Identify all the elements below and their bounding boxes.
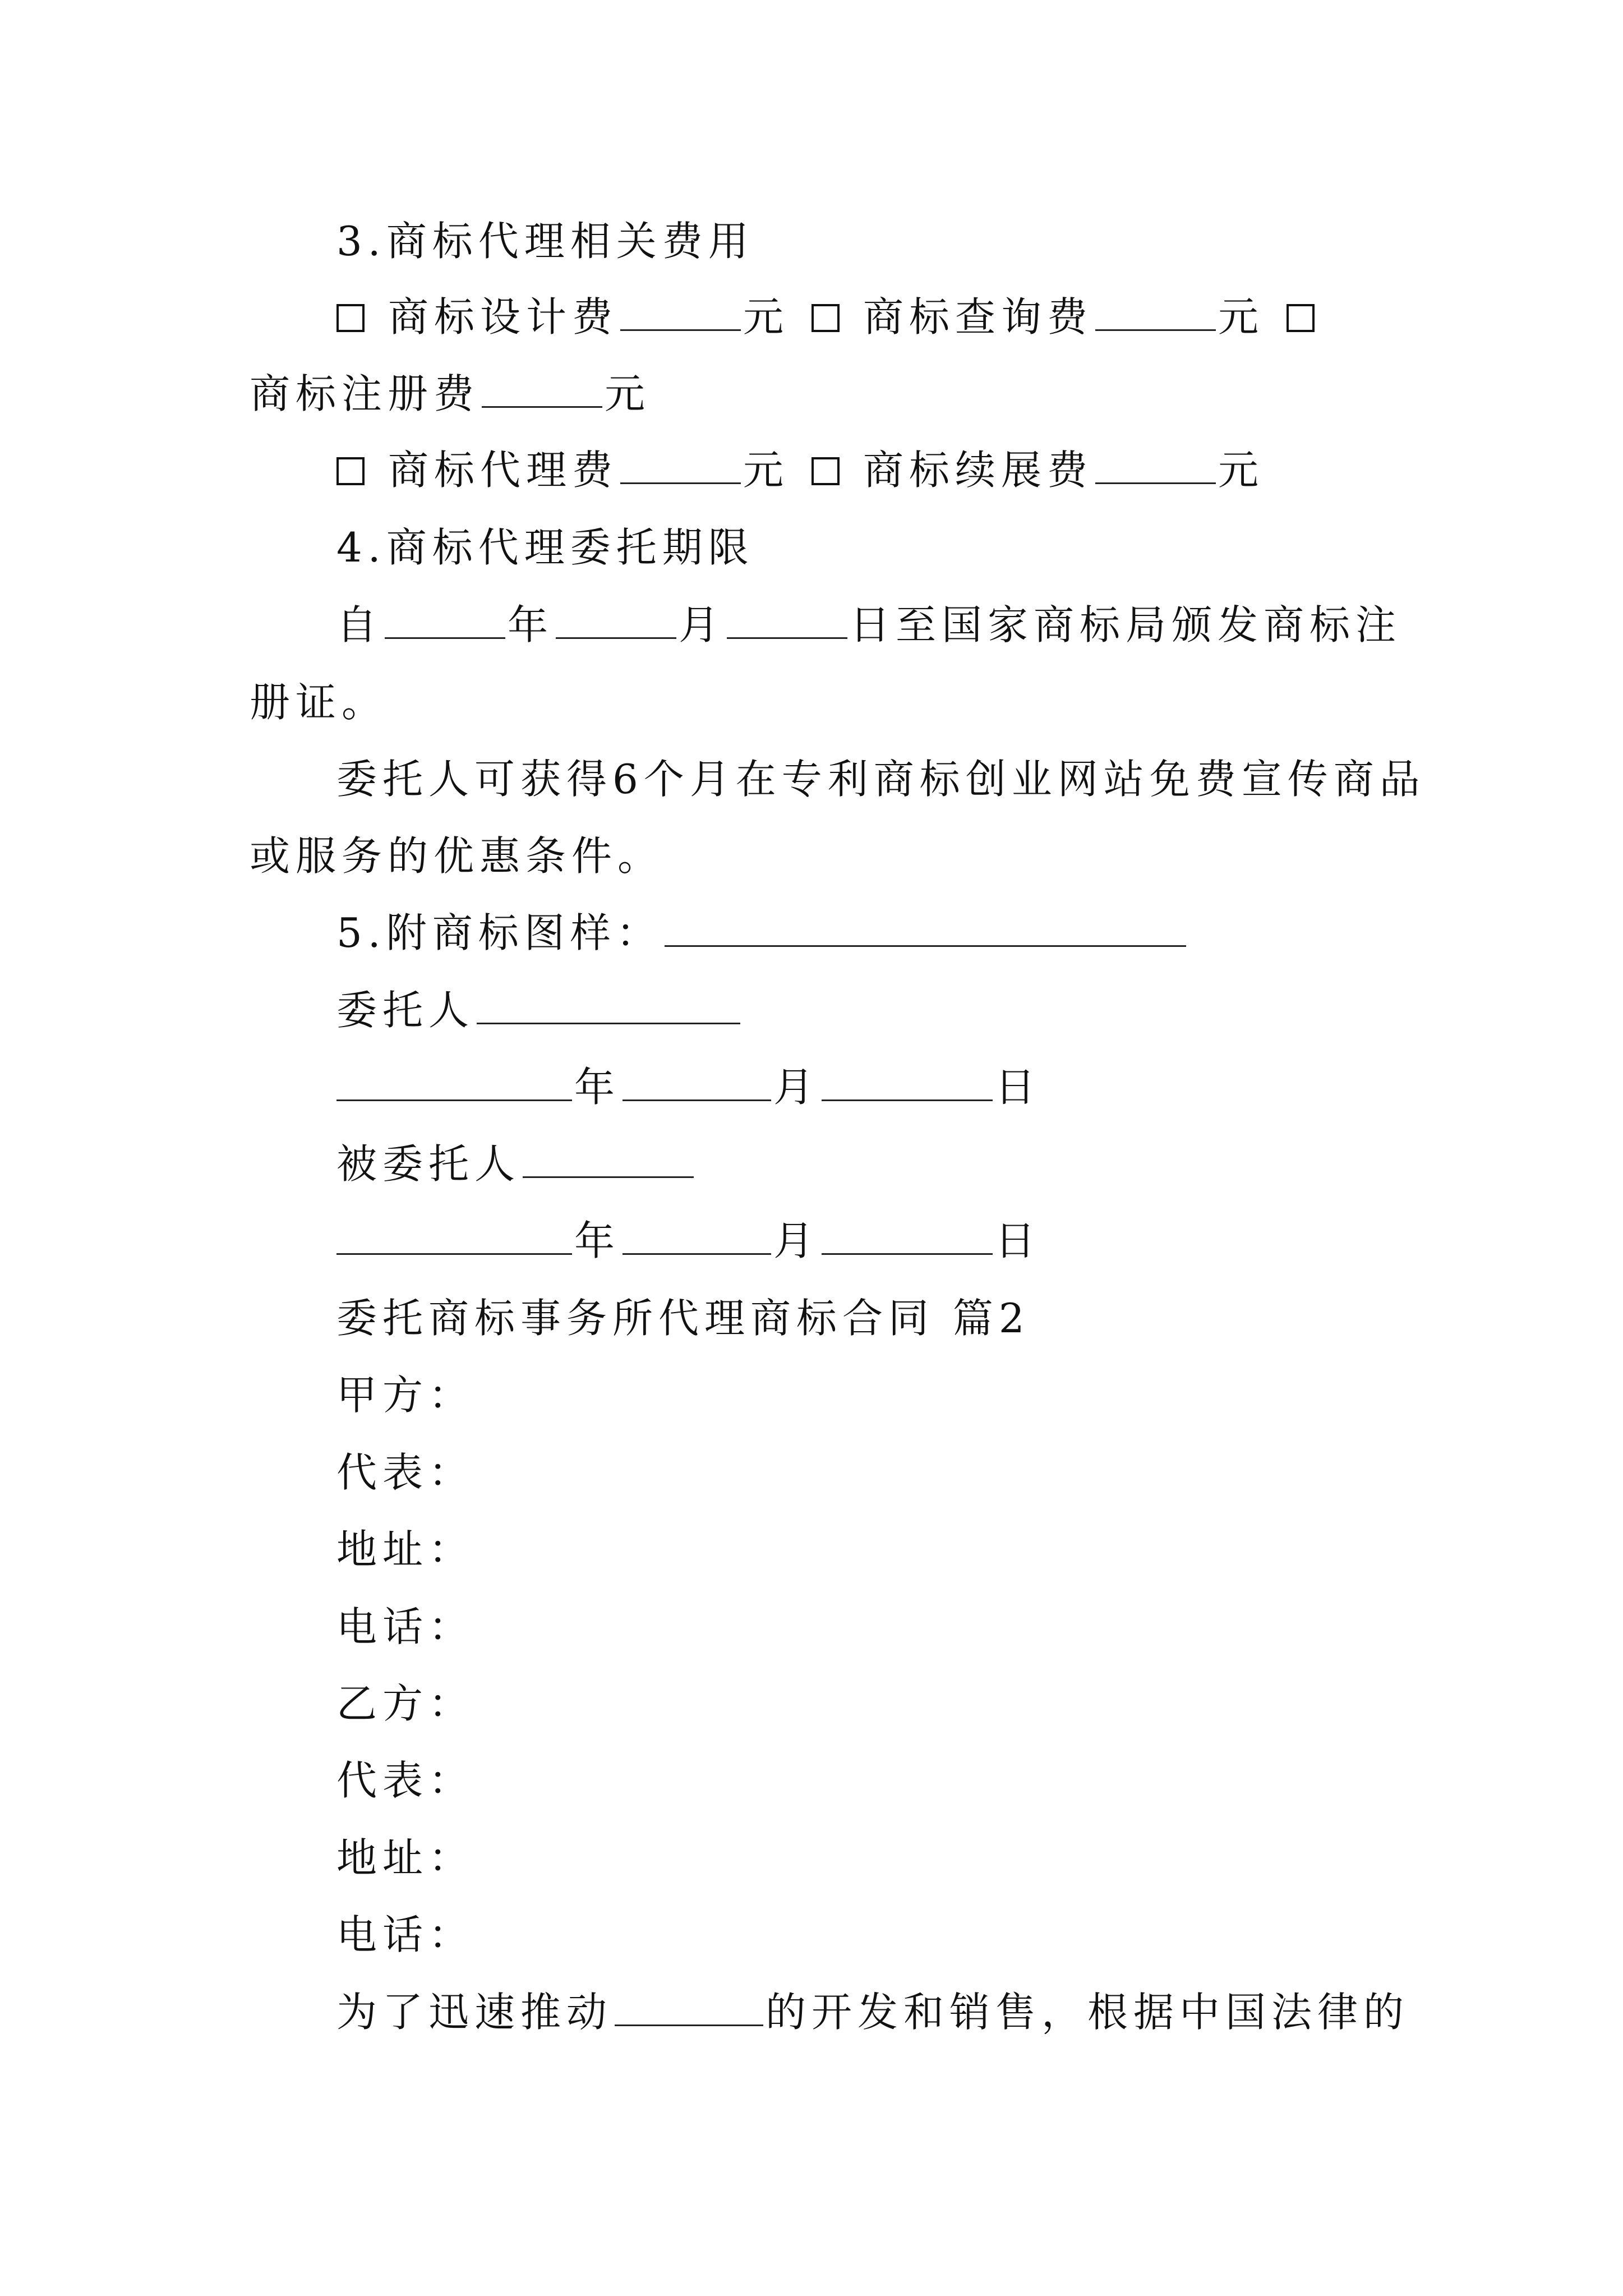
party-a-representative-row bbox=[336, 1439, 474, 1506]
party-a-address-row bbox=[336, 1516, 474, 1583]
party-b-address-label: 地址： bbox=[336, 1834, 475, 1881]
party-b-label: 乙方： bbox=[336, 1680, 475, 1727]
purpose-end-text: 的开发和销售，根据中国法律的 bbox=[766, 1989, 1410, 2036]
party-a-phone-row bbox=[336, 1593, 474, 1660]
period-end-text: 册证。 bbox=[250, 679, 388, 726]
party-a-label: 甲方： bbox=[336, 1372, 475, 1419]
benefit-row-cont bbox=[250, 822, 663, 890]
principal-row bbox=[336, 977, 743, 1044]
party-b-row bbox=[336, 1670, 474, 1737]
period-row-cont bbox=[250, 669, 388, 736]
design-fee-checkbox[interactable] bbox=[336, 304, 365, 332]
section-4-title bbox=[336, 514, 754, 581]
purpose-start-text: 为了迅速推动 bbox=[336, 1989, 613, 2036]
renewal-fee-checkbox[interactable] bbox=[811, 457, 840, 485]
renewal-fee-blank[interactable] bbox=[1095, 444, 1216, 484]
principal-label: 委托人 bbox=[336, 987, 475, 1034]
party-b-representative-row bbox=[336, 1747, 474, 1814]
period-year-label: 年 bbox=[508, 601, 554, 648]
principal-month-label: 月 bbox=[773, 1064, 820, 1111]
principal-month-blank[interactable] bbox=[623, 1061, 771, 1101]
search-fee-blank[interactable] bbox=[1095, 291, 1216, 331]
trademark-sample-blank[interactable] bbox=[665, 907, 1186, 947]
principal-year-label: 年 bbox=[574, 1064, 621, 1111]
agent-label: 被委托人 bbox=[336, 1140, 521, 1188]
benefit-row bbox=[336, 746, 1426, 813]
period-to-text: 日至国家商标局颁发商标注 bbox=[850, 601, 1402, 648]
principal-day-blank[interactable] bbox=[822, 1061, 993, 1101]
renewal-fee-unit: 元 bbox=[1218, 447, 1265, 494]
section-3-title-text: 3.商标代理相关费用 bbox=[336, 218, 754, 265]
agent-day-label: 日 bbox=[995, 1217, 1041, 1264]
register-fee-unit: 元 bbox=[605, 370, 651, 417]
agency-fee-checkbox[interactable] bbox=[336, 457, 365, 485]
party-a-address-label: 地址： bbox=[336, 1526, 475, 1573]
principal-date-row bbox=[336, 1053, 1041, 1121]
design-fee-unit: 元 bbox=[743, 293, 790, 341]
party-a-representative-label: 代表： bbox=[336, 1449, 475, 1496]
fee-row-1 bbox=[336, 283, 1315, 351]
purpose-row bbox=[336, 1978, 1409, 2046]
period-year-blank[interactable] bbox=[385, 599, 505, 639]
agent-year-label: 年 bbox=[574, 1217, 621, 1264]
agent-year-blank[interactable] bbox=[336, 1215, 572, 1255]
period-row bbox=[336, 591, 1401, 659]
period-day-blank[interactable] bbox=[727, 599, 847, 639]
section-4-title-text: 4.商标代理委托期限 bbox=[336, 524, 754, 571]
party-b-representative-label: 代表： bbox=[336, 1757, 475, 1804]
period-from-text: 自 bbox=[336, 601, 383, 648]
party-a-phone-label: 电话： bbox=[336, 1603, 475, 1650]
agency-fee-label: 商标代理费 bbox=[388, 447, 619, 494]
agent-day-blank[interactable] bbox=[822, 1215, 993, 1255]
principal-signature-blank[interactable] bbox=[477, 984, 740, 1024]
register-fee-checkbox[interactable] bbox=[1287, 304, 1315, 332]
register-fee-blank[interactable] bbox=[482, 368, 602, 408]
agent-row bbox=[336, 1130, 696, 1198]
fee-row-2 bbox=[336, 436, 1264, 504]
section-3-title bbox=[336, 208, 754, 275]
search-fee-label: 商标查询费 bbox=[863, 293, 1094, 341]
section-5-title-text: 5.附商标图样： bbox=[336, 909, 662, 956]
search-fee-unit: 元 bbox=[1218, 293, 1265, 341]
agent-month-label: 月 bbox=[773, 1217, 820, 1264]
agent-signature-blank[interactable] bbox=[523, 1138, 694, 1178]
register-fee-label: 商标注册费 bbox=[250, 370, 480, 417]
principal-day-label: 日 bbox=[995, 1064, 1041, 1111]
principal-year-blank[interactable] bbox=[336, 1061, 572, 1101]
party-b-phone-label: 电话： bbox=[336, 1911, 475, 1958]
party-a-row bbox=[336, 1361, 474, 1429]
party-b-phone-row bbox=[336, 1901, 474, 1968]
contract-heading bbox=[336, 1285, 1030, 1352]
benefit-text-2: 或服务的优惠条件。 bbox=[250, 832, 664, 880]
agency-fee-unit: 元 bbox=[743, 447, 790, 494]
design-fee-blank[interactable] bbox=[620, 291, 741, 331]
fee-row-1-cont bbox=[250, 360, 651, 427]
agent-date-row bbox=[336, 1207, 1041, 1274]
search-fee-checkbox[interactable] bbox=[811, 304, 840, 332]
section-5-row bbox=[336, 899, 1188, 967]
renewal-fee-label: 商标续展费 bbox=[863, 447, 1094, 494]
period-month-label: 月 bbox=[679, 601, 725, 648]
period-month-blank[interactable] bbox=[556, 599, 676, 639]
product-blank[interactable] bbox=[615, 1986, 763, 2026]
agency-fee-blank[interactable] bbox=[620, 444, 741, 484]
party-b-address-row bbox=[336, 1824, 474, 1892]
design-fee-label: 商标设计费 bbox=[388, 293, 619, 341]
benefit-text-1: 委托人可获得6个月在专利商标创业网站免费宣传商品 bbox=[336, 756, 1426, 803]
contract-heading-text: 委托商标事务所代理商标合同 篇2 bbox=[336, 1295, 1030, 1342]
agent-month-blank[interactable] bbox=[623, 1215, 771, 1255]
